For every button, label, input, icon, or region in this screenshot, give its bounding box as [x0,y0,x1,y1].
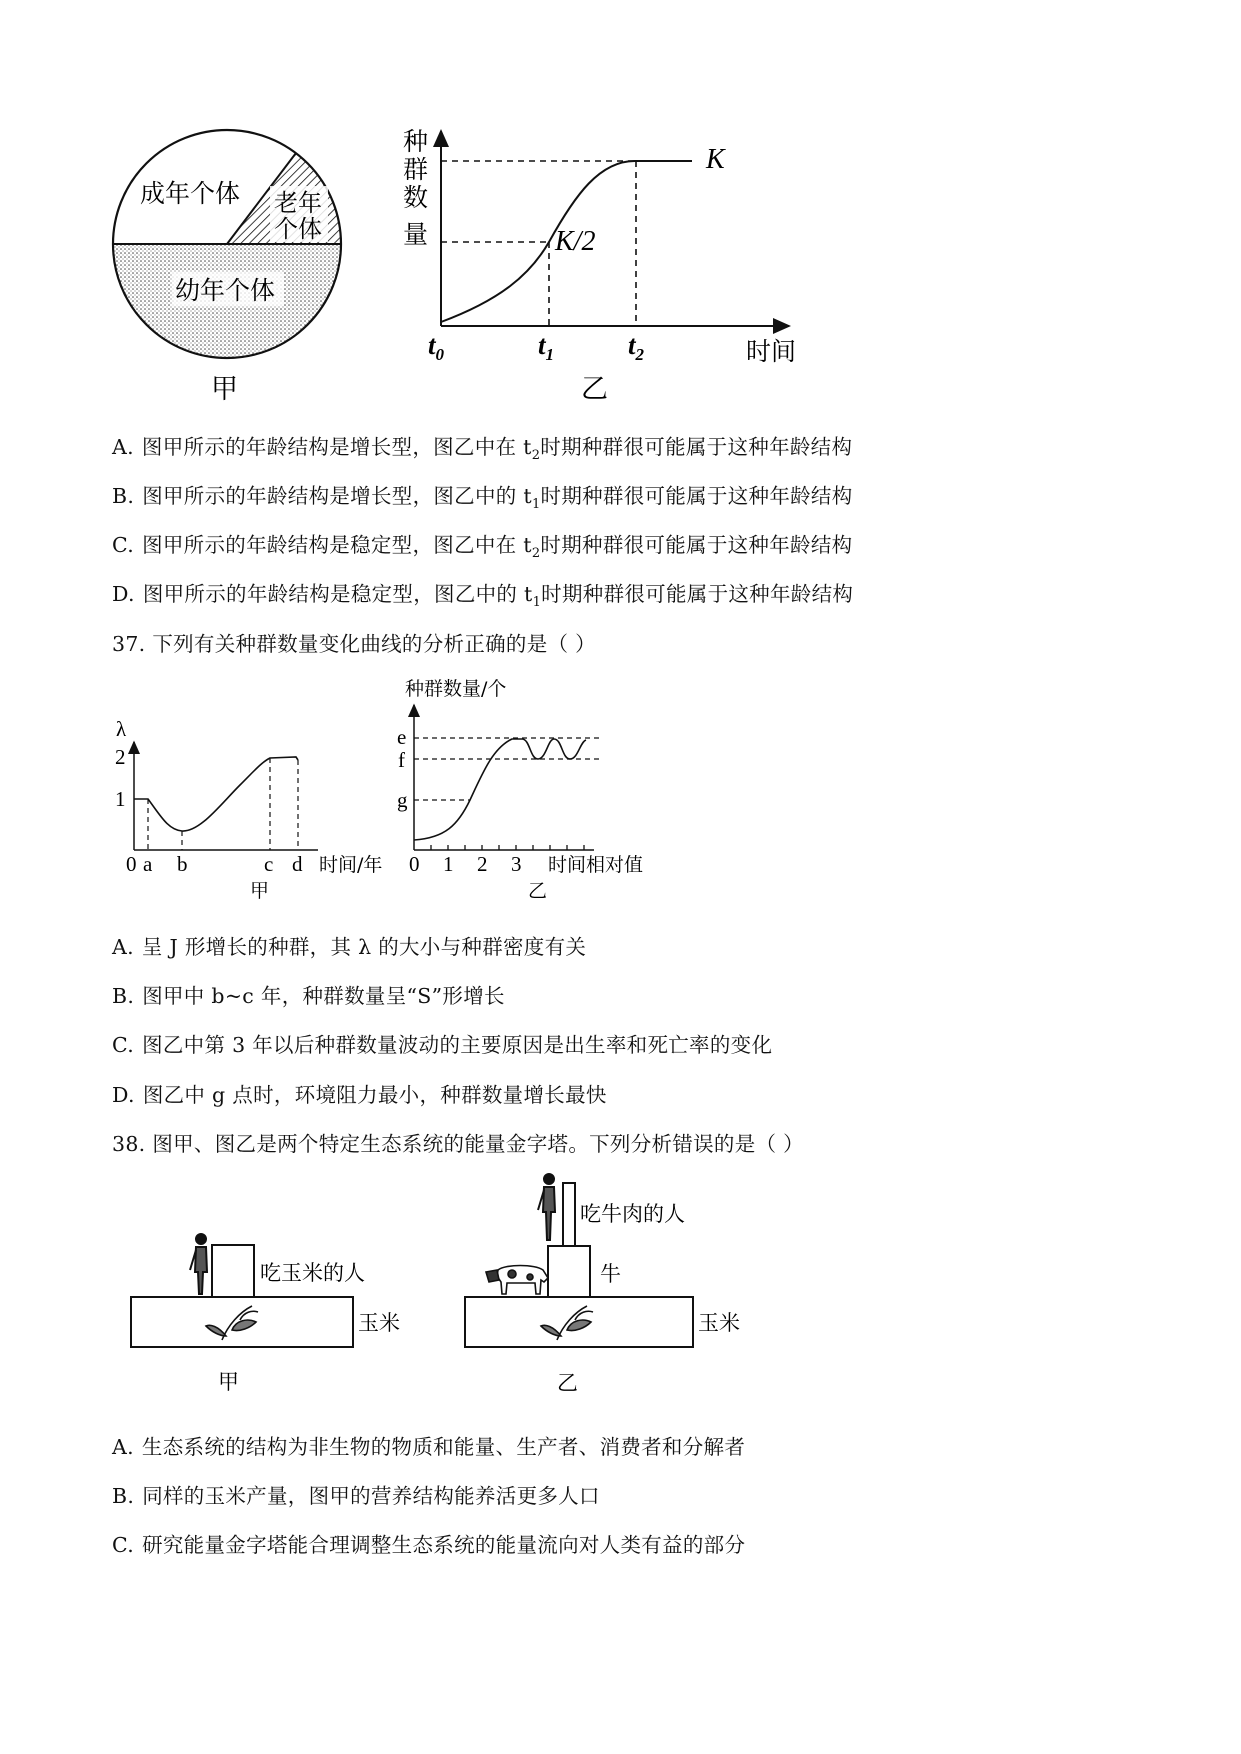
lambda-chart [115,717,382,902]
xtick-b: b [177,852,188,876]
q37-stem: 37. 下列有关种群数量变化曲线的分析正确的是（ ） [112,632,596,656]
t0-label: t [428,330,436,360]
curve-caption: 乙 [581,374,608,405]
khalf-label: K/2 [555,226,596,257]
ytick-2: 2 [115,745,126,769]
human-level [212,1245,254,1297]
q36-option-b: B. 图甲所示的年龄结构是增长型，图乙中的 $t_1$时期种群很可能属于这种年龄结构 [112,484,853,513]
caption: 甲 [218,1370,239,1394]
svg-text:t0: $t_0$ [428,330,445,364]
q36-option-d: D. 图甲所示的年龄结构是稳定型，图乙中的 $t_1$时期种群很可能属于这种年龄结构 [112,582,854,611]
population-chart [397,678,643,902]
y-label: 种群数量/个 [405,678,507,700]
cow-label: 牛 [600,1262,621,1286]
xtick-a: a [143,852,153,876]
y-label-2: 群 [403,155,429,184]
q36-option-a: A. 图甲所示的年龄结构是增长型，图乙中在 $t_2$时期种群很可能属于这种年龄结构 [112,435,853,464]
caption: 甲 [250,880,270,902]
q36-option-c: C. 图甲所示的年龄结构是稳定型，图乙中在 $t_2$时期种群很可能属于这种年龄结构 [112,533,853,562]
q37-option-a: A. 呈 J 形增长的种群，其 λ 的大小与种群密度有关 [112,935,587,959]
x-label: 时间 [746,337,797,366]
xtick-1: 1 [443,852,454,876]
population-curve [414,739,586,840]
t1-label: t [538,330,546,360]
pie-caption: 甲 [211,374,238,405]
y-label-4: 量 [403,220,429,249]
person-icon [538,1174,555,1240]
xtick-0: 0 [126,852,137,876]
k-label: K [706,144,725,175]
caption: 乙 [557,1371,578,1395]
ytick-g: g [397,788,408,812]
xtick-3: 3 [511,852,522,876]
q38-option-a: A. 生态系统的结构为非生物的物质和能量、生产者、消费者和分解者 [112,1435,746,1459]
xtick-2: 2 [477,852,488,876]
ytick-f: f [398,748,405,772]
human-label: 吃牛肉的人 [580,1202,685,1226]
lambda-label: λ [116,717,127,741]
pyramid-left [131,1234,400,1394]
young-label: 幼年个体 [175,276,276,305]
human-level [563,1183,575,1246]
svg-text:t1: $t_1$ [538,330,555,364]
q37-option-b: B. 图甲中 b~c 年，种群数量呈“S”形增长 [112,984,505,1008]
t2-label: t [628,330,636,360]
lambda-curve [134,757,298,831]
q38-stem: 38. 图甲、图乙是两个特定生态系统的能量金字塔。下列分析错误的是（ ） [112,1132,804,1156]
ytick-1: 1 [115,787,126,811]
q38-option-c: C. 研究能量金字塔能合理调整生态系统的能量流向对人类有益的部分 [112,1533,746,1557]
old-label-1: 老年 [274,189,322,217]
xtick-c: c [264,852,274,876]
old-label-2: 个体 [274,215,322,243]
pyramid-right [465,1174,740,1395]
corn-label: 玉米 [698,1311,740,1335]
ytick-e: e [397,725,407,749]
x-label: 时间相对值 [548,854,644,876]
corn-label: 玉米 [358,1311,400,1335]
logistic-curve-chart [403,127,796,405]
svg-text:t2: $t_2$ [628,330,645,364]
xtick-0: 0 [409,852,420,876]
q38-option-b: B. 同样的玉米产量，图甲的营养结构能养活更多人口 [112,1484,600,1508]
y-label-1: 种 [403,127,429,156]
cow-level [548,1246,590,1297]
caption: 乙 [528,880,548,902]
human-label: 吃玉米的人 [260,1261,365,1285]
age-structure-pie [113,130,341,405]
q37-option-d: D. 图乙中 g 点时，环境阻力最小，种群数量增长最快 [112,1083,607,1107]
person-icon [190,1234,207,1294]
q37-option-c: C. 图乙中第 3 年以后种群数量波动的主要原因是出生率和死亡率的变化 [112,1033,773,1057]
xtick-d: d [292,852,303,876]
cow-icon [486,1266,548,1295]
x-label: 时间/年 [319,854,383,876]
adult-label: 成年个体 [140,179,241,208]
y-label-3: 数 [403,183,429,212]
